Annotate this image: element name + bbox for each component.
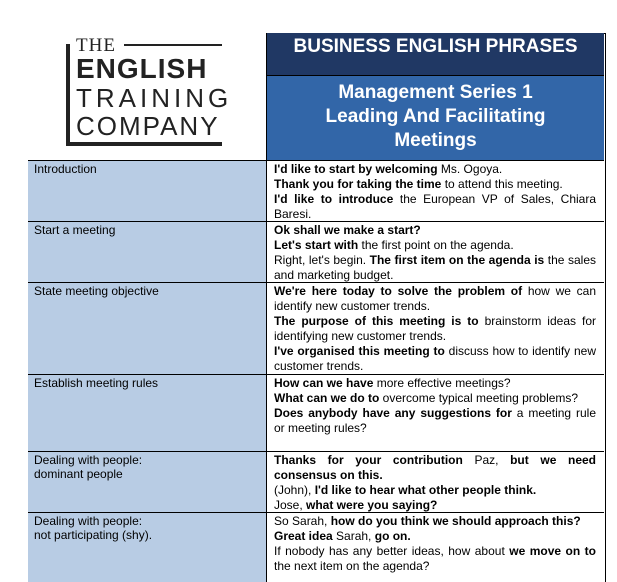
phrase-line [274,344,596,374]
table-row [28,512,604,582]
phrase-line [274,253,596,283]
row-phrases-cell [274,162,596,222]
key-phrase: The first item on the agenda is [369,253,545,267]
row-phrases-cell [274,453,596,513]
key-phrase: Thanks for your contribution [274,453,463,467]
logo-top-line [124,44,222,46]
key-phrase: but we need consensus on this. [274,453,596,482]
table-row [28,374,604,452]
table-row [28,451,604,513]
logo-the: THE [76,35,116,56]
phrase-line [274,498,596,513]
subtitle-line-2: Leading And Facilitating [325,106,546,127]
phrase-text: the sales and marketing budget. [274,253,596,282]
row-category-cell [28,222,267,283]
phrase-text: Ms. Ogoya. [437,162,503,176]
phrase-text: the European VP of Sales, Chiara Baresi. [274,192,596,221]
phrase-text: So Sarah, [274,514,331,528]
row-phrases-cell [274,223,596,283]
phrase-line [274,529,596,544]
row-category-label: State meeting objective [34,284,159,298]
key-phrase: How can we have [274,376,374,390]
phrase-text: brainstorm ideas for identifying new customer trends. [274,314,596,343]
key-phrase: we move on to [509,544,597,558]
key-phrase: Ok shall we make a start? [274,223,421,237]
table-row [28,221,604,283]
row-category-label: Start a meeting [34,223,116,237]
table-row [28,160,604,222]
logo-english: ENGLISH [76,53,208,84]
phrase-text: Sarah, [332,529,375,543]
row-category-cell [28,283,267,375]
key-phrase: Let's start with [274,238,359,252]
phrase-line [274,406,596,436]
row-category-label: Dealing with people: not participating (shy). [34,514,153,542]
document-title: BUSINESS ENGLISH PHRASES [267,33,604,76]
key-phrase: Does anybody have any suggestions for [274,406,512,420]
logo-cell [28,33,267,160]
company-logo [66,35,233,146]
row-category-cell [28,375,267,452]
phrase-text: the first point on the agenda. [358,238,514,252]
key-phrase: I've organised this meeting to [274,344,445,358]
subtitle-line-3: Meetings [394,130,477,151]
phrase-text: how we can identify new customer trends. [274,284,596,313]
key-phrase: I'd like to start by welcoming [274,162,438,176]
phrase-line [274,514,596,529]
phrase-text: Right, let's begin. [274,253,370,267]
phrase-line [274,453,596,483]
key-phrase: Thank you for taking the time [274,177,442,191]
row-phrases-cell [274,514,596,574]
phrase-line [274,192,596,222]
phrase-text: Paz, [462,453,511,467]
phrase-line [274,483,596,498]
subtitle-line-1: Management Series 1 [338,82,533,103]
logo-left-bar [66,44,70,146]
phrase-text: discuss how to identify new customer trends. [274,344,596,373]
row-category-cell [28,452,267,513]
phrase-line [274,391,596,406]
key-phrase: go on. [374,529,411,543]
row-category-cell [28,161,267,222]
phrase-line [274,544,596,574]
key-phrase: I'd like to hear what other people think. [314,483,537,497]
phrase-text: (John), [274,483,315,497]
phrase-line [274,314,596,344]
key-phrase: I'd like to introduce [274,192,394,206]
phrase-text: more effective meetings? [373,376,511,390]
row-phrases-cell [274,376,596,436]
series-subtitle [267,76,604,160]
phrase-line [274,177,596,192]
phrase-text: a meeting rule or meeting rules? [274,406,596,435]
phrase-line [274,376,596,391]
row-category-cell [28,513,267,582]
phrase-line [274,284,596,314]
logo-company: COMPANY [76,111,220,141]
key-phrase: What can we do to [274,391,380,405]
table-row [28,282,604,375]
key-phrase: Great idea [274,529,333,543]
key-phrase: what were you saying? [306,498,438,512]
phrase-text: overcome typical meeting problems? [379,391,579,405]
row-category-label: Dealing with people: dominant people [34,453,143,481]
row-phrases-cell [274,284,596,374]
phrase-text: the next item on the agenda? [274,559,430,573]
row-category-label: Establish meeting rules [34,376,159,390]
logo-bottom-bar [66,142,222,146]
logo-training: TRAINING [76,83,233,113]
phrase-line [274,223,596,238]
row-category-label: Introduction [34,162,97,176]
phrase-line [274,238,596,253]
phrase-line [274,162,596,177]
key-phrase: The purpose of this meeting is to [274,314,479,328]
phrase-text: If nobody has any better ideas, how about [274,544,510,558]
phrase-text: Jose, [274,498,307,512]
key-phrase: We're here today to solve the problem of [274,284,523,298]
key-phrase: how do you think we should approach this? [330,514,581,528]
phrase-text: to attend this meeting. [441,177,563,191]
phrase-document [28,33,606,582]
